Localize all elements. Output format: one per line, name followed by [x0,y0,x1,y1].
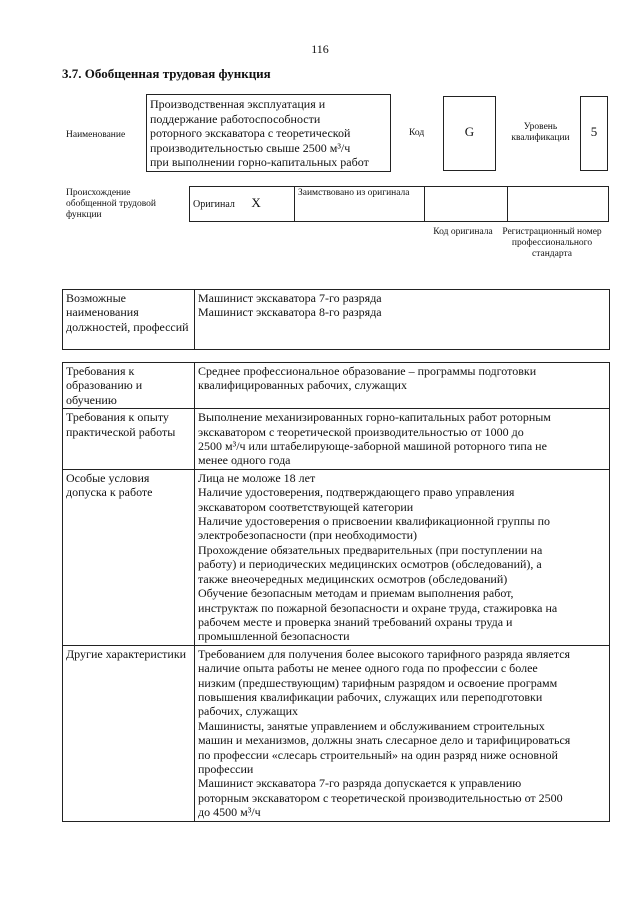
level-label: Уровень квалификации [511,122,570,143]
borrowed-label: Заимствовано из оригинала [298,188,410,198]
position-item: Машинист экскаватора 7-го разряда [198,291,382,305]
code-value: G [464,124,475,139]
requirement-line: 2500 м³/ч или штабелирующе-заборной машиной роторного типа не [198,439,547,454]
requirement-line: промышленной безопасности [198,629,350,644]
name-line: производительностью свыше 2500 м³/ч [150,140,351,155]
name-value [146,94,391,172]
name-label: Наименование [66,130,126,140]
requirement-row [63,469,610,645]
requirement-label: Особые условия допуска к работе [63,469,195,645]
requirement-line: Наличие удостоверения, подтверждающего право управления [198,485,515,500]
name-lines [150,97,387,170]
position-item: Машинист экскаватора 8-го разряда [198,305,382,320]
requirement-line: до 4500 м³/ч [198,805,261,820]
original-mark: X [251,194,261,210]
requirement-line: квалифицированных рабочих, служащих [198,378,407,393]
positions-values [195,290,610,350]
requirement-line: также внеочередных медицинских осмотров (обследований) [198,571,508,586]
requirement-label: Требования к образованию и обучению [63,363,195,409]
page-number: 116 [311,42,329,56]
positions-table [62,289,610,350]
requirements-table [62,362,610,822]
requirement-value [195,363,610,409]
borrowed-cell [295,187,425,222]
original-label: Оригинал [193,198,235,210]
requirement-line: Наличие удостоверения о присвоении квалификационной группы по [198,514,551,529]
origin-table [189,186,609,222]
reg-number-caption: Регистрационный номер профессионального стандарта [502,227,602,259]
requirement-line: Лица не моложе 18 лет [198,470,316,485]
original-cell [190,187,295,222]
requirement-line: Машинисты, занятые управлением и обслуживанием строительных [198,718,545,733]
requirement-line: Выполнение механизированных горно-капитальных работ роторным [198,410,551,425]
code-original-caption: Код оригинала [433,227,493,237]
code-original-cell [425,187,508,222]
requirement-line: инструктаж по пожарной безопасности и охране труда, стажировка на [198,600,558,615]
requirement-line: Требованием для получения более высокого тарифного разряда является [198,646,571,661]
level-value: 5 [590,124,598,139]
requirement-row [63,645,610,821]
name-line: поддержание работоспособности [150,111,321,126]
requirement-line: экскаватором соответствующей категории [198,499,414,514]
name-line: роторного экскаватора с теоретической [150,126,351,141]
name-line: Производственная эксплуатация и [150,97,326,111]
requirement-line: по профессии «слесарь строительный» на один разряд ниже основной [198,747,558,762]
requirement-line: повышения квалификации рабочих, служащих или переподготовки [198,689,543,704]
reg-number-cell [508,187,609,222]
requirement-value [195,409,610,470]
requirement-line: Прохождение обязательных предварительных (при поступлении на [198,542,543,557]
requirement-value [195,645,610,821]
origin-label: Происхождение обобщенной трудовой функции [66,188,156,220]
requirement-line: работу) и периодических медицинских осмотров (обследований), а [198,557,542,572]
requirement-value [195,469,610,645]
requirement-line: наличие опыта работы не менее одного года по профессии с более [198,661,538,676]
requirement-line: машин и механизмов, должны знать слесарное дело и тарифицироваться [198,733,571,748]
code-label: Код [409,128,425,138]
requirement-line: Машинист экскаватора 7-го разряда допускается к управлению [198,776,522,791]
section-title: 3.7. Обобщенная трудовая функция [62,66,271,81]
requirement-line: роторным экскаватором с теоретической производительностью от 2500 [198,790,563,805]
requirement-row [63,363,610,409]
requirement-line: экскаватором с теоретической производительностью от 1000 до [198,424,524,439]
requirement-line: Обучение безопасным методам и приемам выполнения работ, [198,586,514,601]
requirement-line: рабочих, служащих [198,704,299,719]
positions-label: Возможные наименования должностей, профессий [63,290,195,350]
requirement-line: Среднее профессиональное образование – программы подготовки [198,364,537,378]
name-line: при выполнении горно-капитальных работ [150,155,369,170]
requirement-label: Другие характеристики [63,645,195,821]
requirement-line: низким (предшествующим) тарифным разрядом и освоение программ [198,675,558,690]
requirement-row [63,409,610,470]
requirement-line: рабочем месте и проверка знаний требований охраны труда и [198,614,513,629]
requirement-label: Требования к опыту практической работы [63,409,195,470]
requirement-line: менее одного года [198,453,291,468]
requirement-line: электробезопасности (при необходимости) [198,528,418,543]
requirement-line: профессии [198,761,254,776]
